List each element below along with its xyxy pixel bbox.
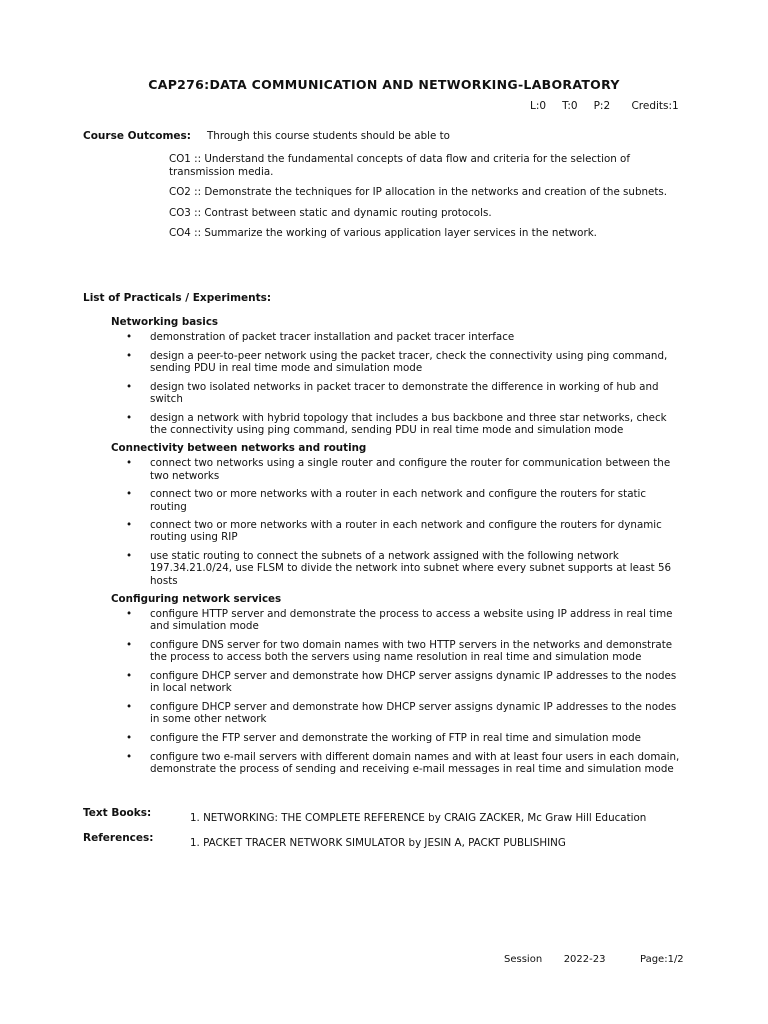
practical-item [111, 331, 686, 343]
practicals-list [111, 316, 686, 781]
session-footer: Session 2022-23 [504, 954, 606, 965]
bullet-icon: • [126, 380, 133, 393]
bullet-icon: • [126, 411, 133, 424]
course-outcomes-list [169, 153, 689, 248]
practical-item-text: design two isolated networks in packet tracer to demonstrate the difference in working of hub and switch [150, 380, 659, 405]
practical-item-text: configure DNS server for two domain names with two HTTP servers in the networks and demonstrate the process to access both the servers using name resolution in real time and simulation mode [150, 639, 673, 664]
practical-item [111, 350, 686, 374]
bullet-icon: • [126, 457, 133, 470]
bullet-icon: • [126, 639, 133, 652]
bullet-icon: • [126, 550, 133, 563]
practical-item [111, 701, 686, 725]
practical-item-text: configure HTTP server and demonstrate the process to access a website using IP address in real time and simulation mode [150, 608, 673, 633]
bullet-icon: • [126, 488, 133, 501]
practical-group-title: Connectivity between networks and routing [111, 442, 367, 455]
practical-group-items [111, 331, 686, 436]
course-outcome-item: CO4 :: Summarize the working of various application layer services in the network. [169, 227, 597, 239]
course-outcomes-intro: Through this course students should be able to [207, 130, 450, 142]
practical-item [111, 519, 686, 543]
references-label: References: [83, 832, 154, 844]
practical-item-text: design a peer-to-peer network using the packet tracer, check the connectivity using ping command, sending PDU in real time mode and simulation mode [150, 349, 668, 374]
practical-item-text: design a network with hybrid topology that includes a bus backbone and three star networks, check the connectivity using ping command, sending PDU in real time mode and simulation mode [150, 411, 667, 436]
practical-item-text: connect two or more networks with a router in each network and configure the routers for dynamic routing using RIP [150, 519, 662, 544]
bullet-icon: • [126, 331, 133, 343]
practical-item [111, 670, 686, 694]
course-outcome-item: CO3 :: Contrast between static and dynamic routing protocols. [169, 206, 492, 219]
bullet-icon: • [126, 349, 133, 362]
practical-item [111, 639, 686, 663]
practical-item [111, 751, 686, 775]
practical-group-title: Configuring network services [111, 593, 282, 606]
bullet-icon: • [126, 750, 133, 763]
course-outcome-item: CO1 :: Understand the fundamental concepts of data flow and criteria for the selection of transmission media. [169, 153, 630, 178]
page-number: Page:1/2 [640, 954, 684, 965]
bullet-icon: • [126, 608, 133, 621]
practical-item [111, 550, 686, 587]
practical-group-title: Networking basics [111, 316, 219, 328]
course-outcome-item: CO2 :: Demonstrate the techniques for IP allocation in the networks and creation of the subnets. [169, 186, 668, 198]
practical-item [111, 732, 686, 744]
practical-item [111, 412, 686, 436]
bullet-icon: • [126, 670, 133, 683]
practical-group-items [111, 457, 686, 586]
bullet-icon: • [126, 700, 133, 713]
practical-item-text: configure DHCP server and demonstrate how DHCP server assigns dynamic IP addresses to the nodes in local network [150, 670, 677, 695]
practical-group-items [111, 608, 686, 775]
bullet-icon: • [126, 519, 133, 532]
practical-item [111, 608, 686, 632]
credits-line: L:0 T:0 P:2 Credits:1 [530, 100, 679, 112]
practical-item-text: use static routing to connect the subnets of a network assigned with the following network 197.34.21.0/24, use FLSM to divide the network into subnet where every subnet supports at least 56 hosts [150, 550, 672, 587]
practical-item-text: connect two or more networks with a router in each network and configure the routers for static routing [150, 488, 647, 513]
course-title: CAP276:DATA COMMUNICATION AND NETWORKING-LABORATORY [148, 77, 620, 92]
practical-item-text: connect two networks using a single router and configure the router for communication between the two networks [150, 457, 671, 482]
practical-item [111, 381, 686, 405]
practical-item-text: configure DHCP server and demonstrate how DHCP server assigns dynamic IP addresses to the nodes in some other network [150, 700, 677, 726]
reference-entry: 1. PACKET TRACER NETWORK SIMULATOR by JESIN A, PACKT PUBLISHING [190, 837, 566, 849]
text-books-label: Text Books: [83, 807, 152, 819]
text-book-entry: 1. NETWORKING: THE COMPLETE REFERENCE by CRAIG ZACKER, Mc Graw Hill Education [190, 812, 647, 824]
practical-item [111, 488, 686, 512]
practical-item-text: configure two e-mail servers with different domain names and with at least four users in each domain, demonstrate the process of sending and receiving e-mail messages in real time and simulation mode [150, 750, 680, 775]
practical-item-text: demonstration of packet tracer installation and packet tracer interface [150, 331, 515, 343]
practical-item [111, 457, 686, 481]
course-outcomes-label: Course Outcomes: [83, 130, 191, 142]
practical-item-text: configure the FTP server and demonstrate the working of FTP in real time and simulation mode [150, 731, 641, 744]
bullet-icon: • [126, 731, 133, 744]
practicals-label: List of Practicals / Experiments: [83, 292, 272, 304]
